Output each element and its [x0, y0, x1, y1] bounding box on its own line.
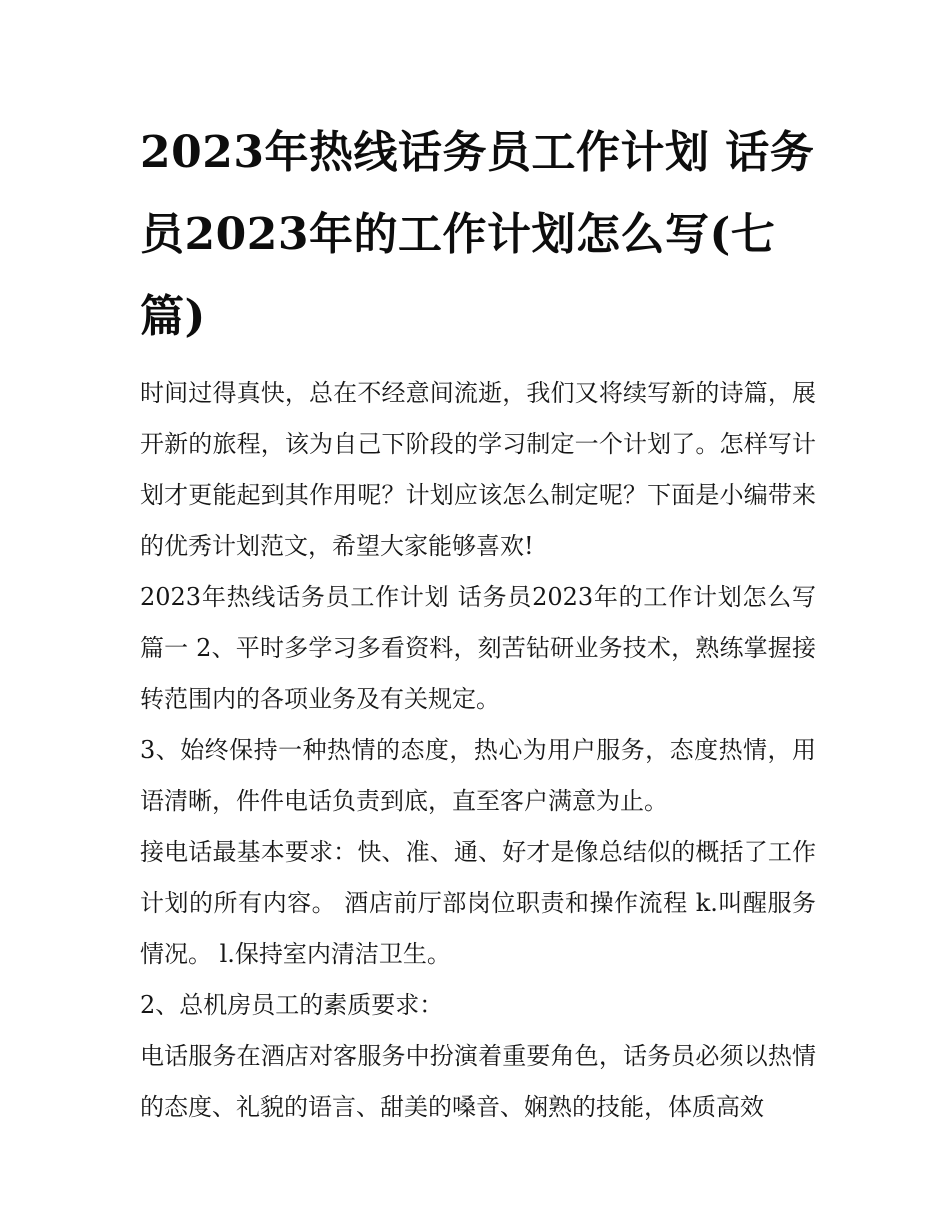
paragraph-item-two: 2、总机房员工的素质要求： [140, 991, 444, 1019]
paragraph-intro: 时间过得真快，总在不经意间流逝，我们又将续写新的诗篇，展开新的旅程，该为自己下阶段的学习制定一个计划了。怎样写计划才更能起到其作用呢？计划应该怎么制定呢？下面是小编带来的优秀计划范文，希望大家能够喜欢! [140, 379, 816, 560]
paragraph-basic-requirements: 接电话最基本要求：快、准、通、好才是像总结似的概括了工作计划的所有内容。 酒店前厅部岗位职责和操作流程 k.叫醒服务情况。 l.保持室内清洁卫生。 [140, 838, 816, 968]
document-title: 2023年热线话务员工作计划 话务员2023年的工作计划怎么写(七篇) [140, 127, 815, 342]
paragraph-phone-service: 电话服务在酒店对客服务中扮演着重要角色，话务员必须以热情的态度、礼貌的语言、甜美的嗓音、娴熟的技能，体质高效 [140, 1042, 816, 1121]
paragraph-section-one: 2023年热线话务员工作计划 话务员2023年的工作计划怎么写篇一 2、平时多学习多看资料，刻苦钻研业务技术，熟练掌握接转范围内的各项业务及有关规定。 [140, 583, 816, 713]
document-body [140, 368, 816, 1133]
document-page [140, 112, 816, 1133]
paragraph-item-three: 3、始终保持一种热情的态度，热心为用户服务，态度热情，用语清晰，件件电话负责到底，直至客户满意为止。 [140, 736, 816, 815]
